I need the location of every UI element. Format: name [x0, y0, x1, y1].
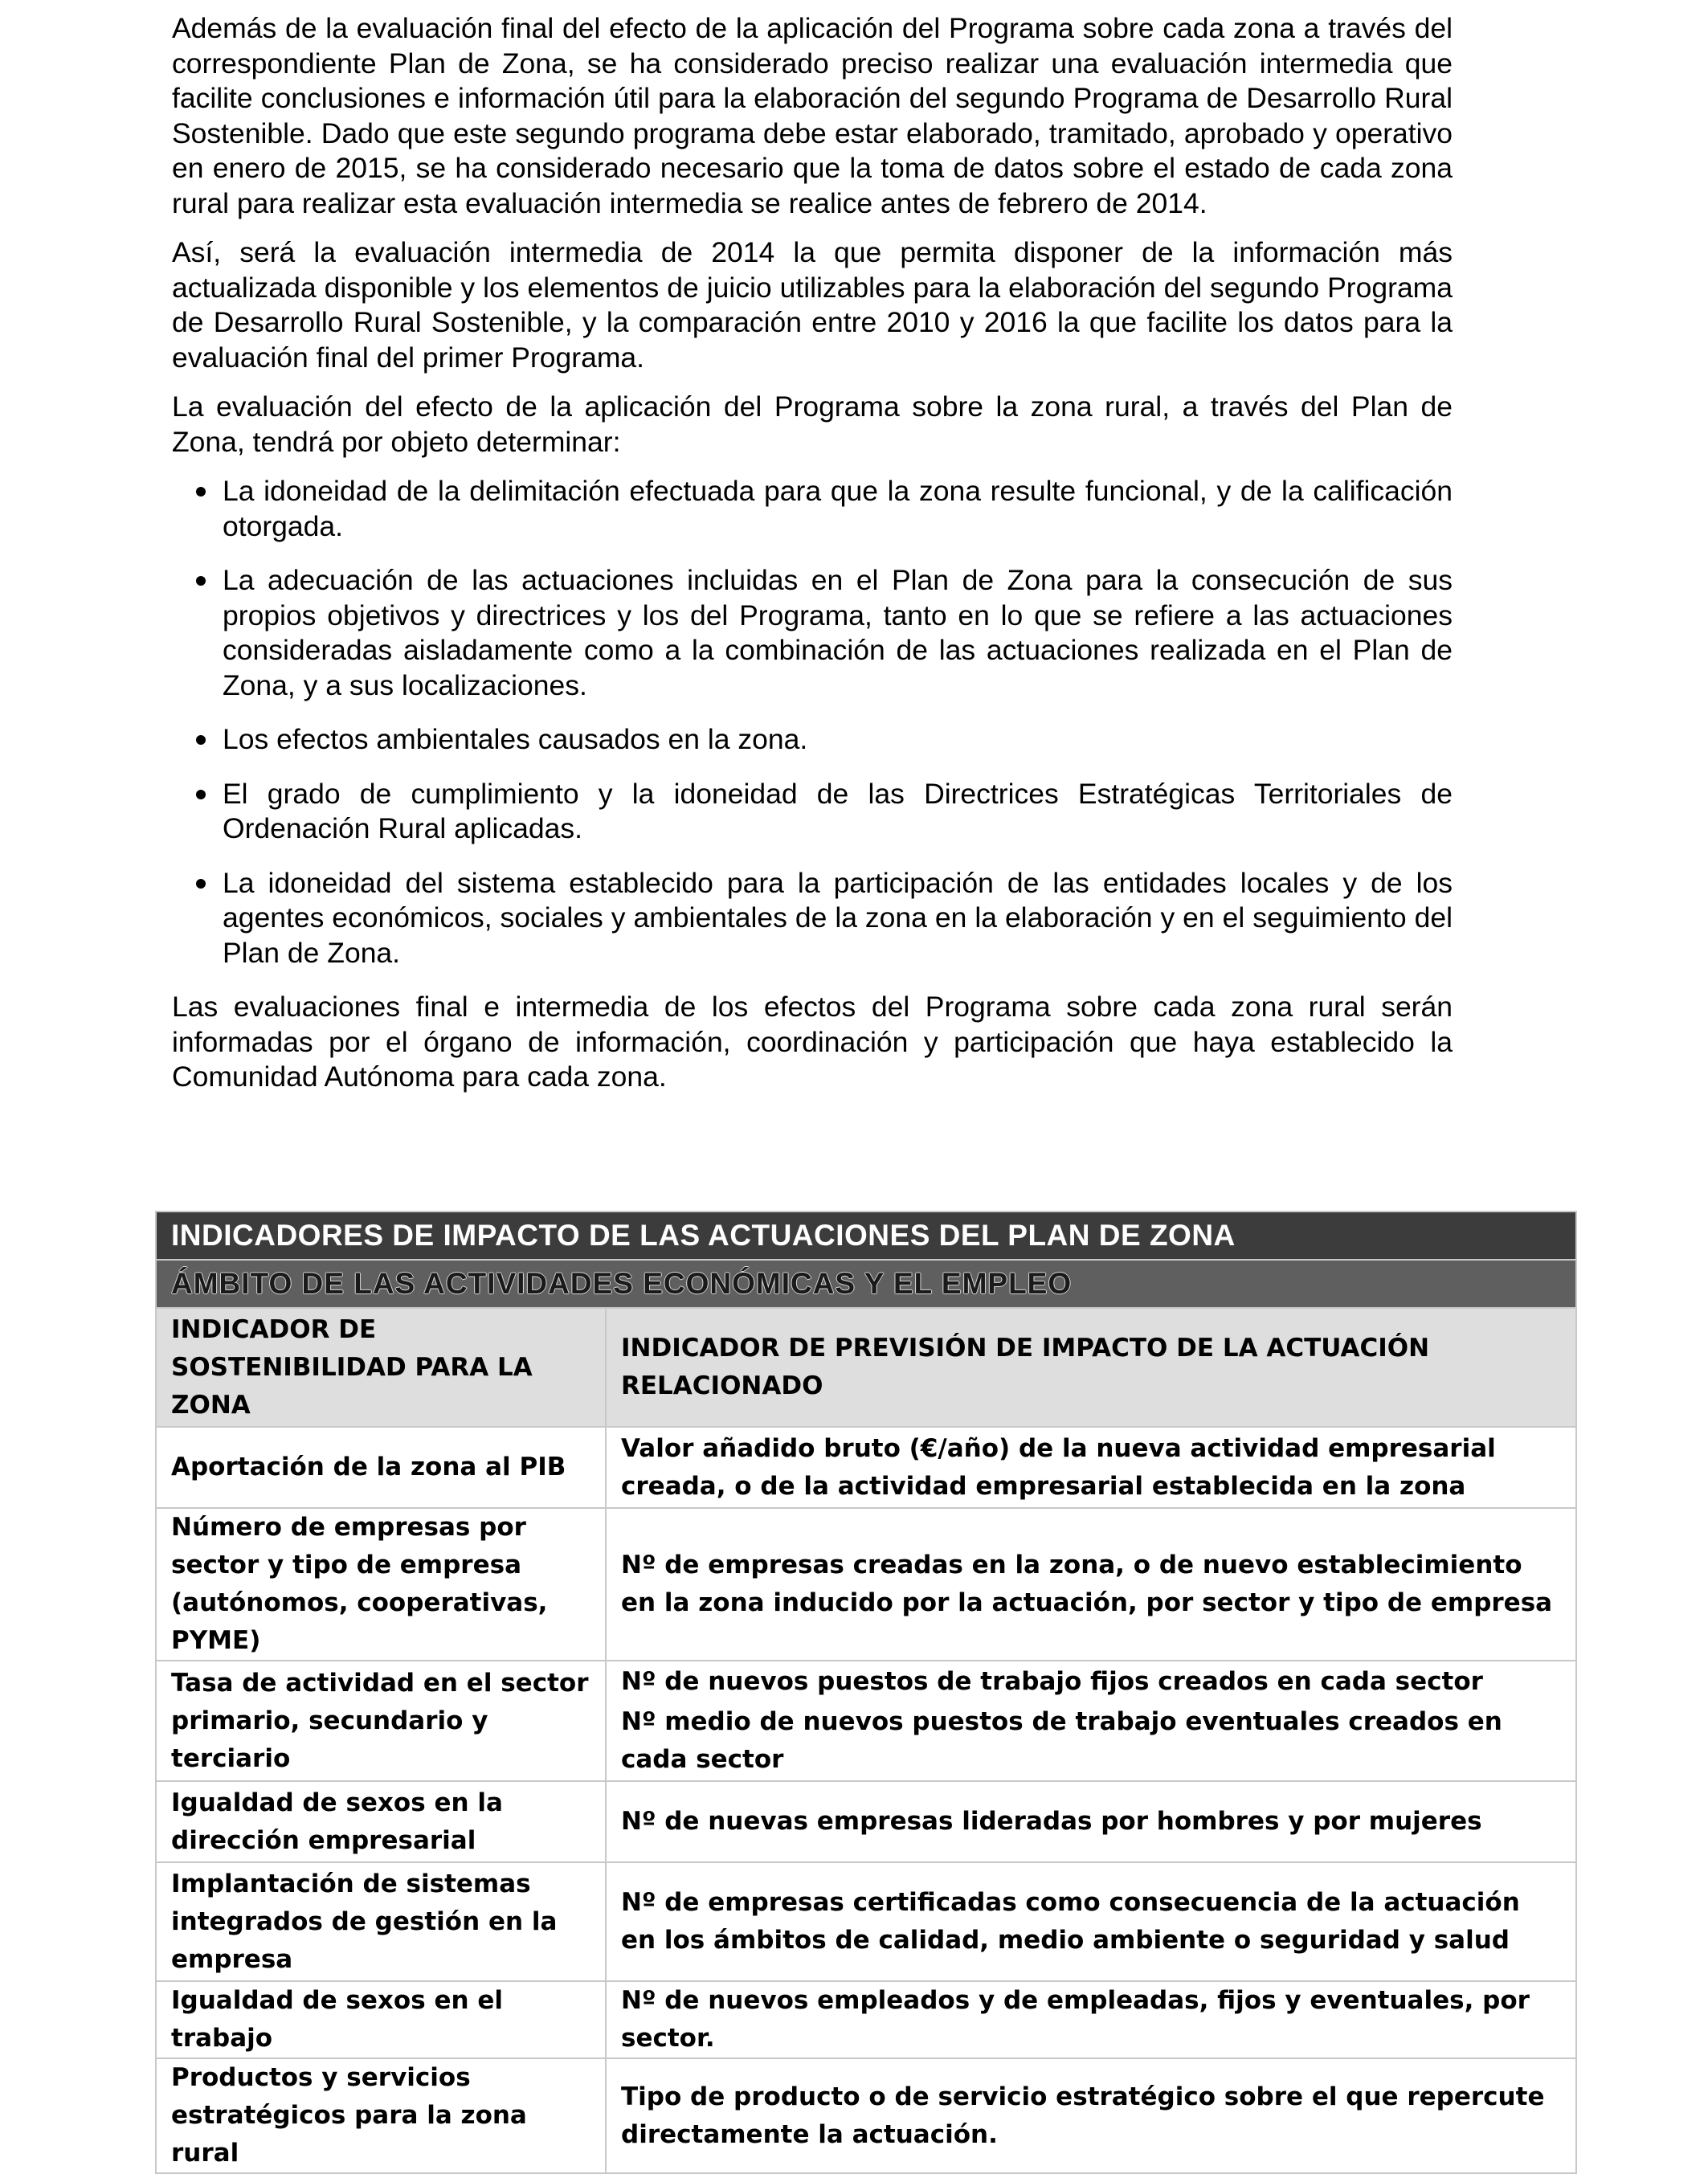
table-row	[156, 1427, 1576, 1508]
table-header-row	[156, 1308, 1576, 1427]
impact-cell	[606, 1661, 1576, 1781]
bullet-icon	[196, 487, 206, 497]
list-item-text: Los efectos ambientales causados en la zona.	[223, 723, 808, 755]
table-row	[156, 1781, 1576, 1862]
bullet-icon	[196, 879, 206, 889]
list-item	[172, 777, 1453, 847]
table-subtitle: ÁMBITO DE LAS ACTIVIDADES ECONÓMICAS Y EL EMPLEO	[156, 1260, 1576, 1308]
list-item-text: La idoneidad de la delimitación efectuada para que la zona resulte funcional, y de la calificación otorgada.	[223, 475, 1453, 542]
indicator-cell: Número de empresas por sector y tipo de empresa (autónomos, cooperativas, PYME)	[156, 1508, 606, 1661]
list-item-text: El grado de cumplimiento y la idoneidad de las Directrices Estratégicas Territoriales de Ordenación Rural aplicadas.	[223, 777, 1453, 844]
impact-line: Nº de nuevos puestos de trabajo fijos creados en cada sector	[621, 1667, 1483, 1696]
impact-cell: Nº de nuevas empresas lideradas por hombres y por mujeres	[606, 1781, 1576, 1862]
indicator-cell: Igualdad de sexos en el trabajo	[156, 1981, 606, 2058]
table-row	[156, 2058, 1576, 2173]
list-item	[172, 722, 1453, 758]
body-text	[172, 11, 1453, 1109]
bullet-icon	[196, 576, 206, 586]
impact-cell: Tipo de producto o de servicio estratégico sobre el que repercute directamente la actuación.	[606, 2058, 1576, 2173]
paragraph: La evaluación del efecto de la aplicación del Programa sobre la zona rural, a través del Plan de Zona, tendrá por objeto determinar:	[172, 390, 1453, 458]
paragraph: Las evaluaciones final e intermedia de los efectos del Programa sobre cada zona rural serán informadas por el órgano de información, coordinación y participación que haya establecido la Comunidad Autónoma para cada zona.	[172, 991, 1453, 1093]
paragraph: Así, será la evaluación intermedia de 2014 la que permita disponer de la información más actualizada disponible y los elementos de juicio utilizables para la elaboración del segundo Programa de Desarrollo Rural Sostenible, y la comparación entre 2010 y 2016 la que facilite los datos para la evaluación final del primer Programa.	[172, 236, 1453, 374]
table-subtitle-row	[156, 1260, 1576, 1308]
list-item-text: La idoneidad del sistema establecido para la participación de las entidades locales y de los agentes económicos, sociales y ambientales de la zona en la elaboración y en el seguimiento del Plan de Zona.	[223, 866, 1453, 969]
list-item	[172, 474, 1453, 544]
column-header-indicator: INDICADOR DE SOSTENIBILIDAD PARA LA ZONA	[156, 1308, 606, 1427]
impact-cell: Nº de empresas certificadas como consecuencia de la actuación en los ámbitos de calidad, medio ambiente o seguridad y salud	[606, 1862, 1576, 1981]
impact-line: Nº medio de nuevos puestos de trabajo eventuales creados en cada sector	[621, 1707, 1502, 1774]
indicator-cell: Productos y servicios estratégicos para la zona rural	[156, 2058, 606, 2173]
list-item-text: La adecuación de las actuaciones incluidas en el Plan de Zona para la consecución de sus propios objetivos y directrices y los del Programa, tanto en lo que se refiere a las actuaciones consideradas aisladamente como a la combinación de las actuaciones realizada en el Plan de Zona, y a sus localizaciones.	[223, 564, 1453, 701]
list-item	[172, 563, 1453, 703]
bullet-icon	[196, 735, 206, 745]
indicator-cell: Igualdad de sexos en la dirección empresarial	[156, 1781, 606, 1862]
table-title-row	[156, 1212, 1576, 1260]
indicators-table	[155, 1211, 1577, 2174]
list-item	[172, 866, 1453, 971]
impact-cell: Nº de empresas creadas en la zona, o de nuevo establecimiento en la zona inducido por la actuación, por sector y tipo de empresa	[606, 1508, 1576, 1661]
column-header-impact: INDICADOR DE PREVISIÓN DE IMPACTO DE LA ACTUACIÓN RELACIONADO	[606, 1308, 1576, 1427]
impact-cell: Nº de nuevos empleados y de empleadas, fijos y eventuales, por sector.	[606, 1981, 1576, 2058]
objectives-list	[172, 474, 1453, 971]
impact-cell: Valor añadido bruto (€/año) de la nueva actividad empresarial creada, o de la actividad empresarial establecida en la zona	[606, 1427, 1576, 1508]
table-row	[156, 1981, 1576, 2058]
bullet-icon	[196, 790, 206, 799]
indicator-cell: Aportación de la zona al PIB	[156, 1427, 606, 1508]
table-row	[156, 1508, 1576, 1661]
table-title: INDICADORES DE IMPACTO DE LAS ACTUACIONES DEL PLAN DE ZONA	[156, 1212, 1576, 1260]
indicator-cell: Implantación de sistemas integrados de gestión en la empresa	[156, 1862, 606, 1981]
indicator-cell: Tasa de actividad en el sector primario, secundario y terciario	[156, 1661, 606, 1781]
table-row	[156, 1862, 1576, 1981]
paragraph: Además de la evaluación final del efecto de la aplicación del Programa sobre cada zona a través del correspondiente Plan de Zona, se ha considerado preciso realizar una evaluación intermedia que facilite conclusiones e información útil para la elaboración del segundo Programa de Desarrollo Rural Sostenible. Dado que este segundo programa debe estar elaborado, tramitado, aprobado y operativo en enero de 2015, se ha considerado necesario que la toma de datos sobre el estado de cada zona rural para realizar esta evaluación intermedia se realice antes de febrero de 2014.	[172, 12, 1453, 219]
table-row	[156, 1661, 1576, 1781]
